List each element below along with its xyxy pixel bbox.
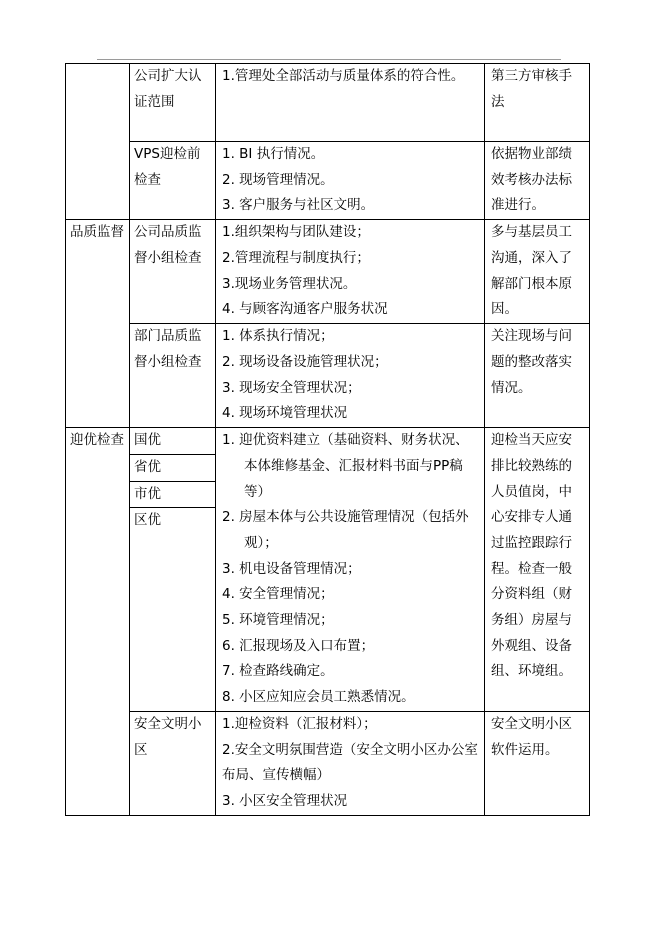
list-item: 4. 现场环境管理状况 [222,405,348,422]
items-cell [216,324,485,428]
table-row [66,324,590,428]
list-item: 8. 小区应知应会员工熟悉情况。 [222,689,415,706]
list-item: 3. 客户服务与社区文明。 [222,197,375,214]
items-cell [216,428,485,712]
list-item: 4. 安全管理情况； [222,586,334,603]
list-item: 3.现场业务管理状况。 [222,275,357,292]
table-row [66,711,590,815]
list-item: 1.组织架构与团队建设； [222,224,370,241]
list-item: 1. BI 执行情况。 [222,146,325,162]
subcategory-cell: 公司品质监督小组检查 [130,220,216,324]
table-row [66,220,590,324]
items-cell [216,64,485,142]
list-item: 5. 环境管理情况； [222,612,334,629]
table-row [66,142,590,220]
method-cell: 安全文明小区软件运用。 [485,711,590,815]
list-item: 1.迎检资料（汇报材料）； [222,715,377,732]
sub-item: 国优 [130,428,215,455]
list-item: 1.管理处全部活动与质量体系的符合性。 [222,68,465,84]
category-cell: 迎优检查 [66,428,130,816]
list-item: 1. 迎优资料建立（基础资料、财务状况、本体维修基金、汇报材料书面与PP稿等） [222,432,469,500]
list-item: 2. 现场设备设施管理状况； [222,353,388,370]
list-item: 1. 体系执行情况； [222,328,334,345]
items-cell [216,711,485,815]
list-item: 3. 现场安全管理状况； [222,379,361,396]
subcategory-cell: 部门品质监督小组检查 [130,324,216,428]
list-item: 2. 房屋本体与公共设施管理情况（包括外观）； [222,509,469,551]
method-cell: 关注现场与问题的整改落实情况。 [485,324,590,428]
list-item: 3. 小区安全管理状况 [222,792,348,809]
subcategory-cell: 公司扩大认证范围 [130,64,216,142]
sub-item: 区优 [134,512,161,529]
inspection-table [65,63,590,816]
subcategory-cell: VPS迎检前检查 [130,142,216,220]
list-item: 4. 与顾客沟通客户服务状况 [222,301,388,318]
subcategory-cell: 安全文明小区 [130,711,216,815]
list-item: 2. 现场管理情况。 [222,171,334,188]
list-item: 2.安全文明氛围营造（安全文明小区办公室布局、宣传横幅） [222,741,478,784]
method-cell: 依据物业部绩效考核办法标准进行。 [485,142,590,220]
list-item: 7. 检查路线确定。 [222,663,334,680]
list-item: 2.管理流程与制度执行； [222,249,370,266]
method-cell: 第三方审核手法 [485,64,590,142]
items-cell [216,142,485,220]
category-cell [66,64,130,220]
header-rule [97,59,561,60]
items-cell [216,220,485,324]
table-row [66,64,590,142]
list-item: 3. 机电设备管理情况； [222,560,361,577]
list-item: 6. 汇报现场及入口布置； [222,637,375,654]
table-row [66,428,590,712]
sub-item: 省优 [130,455,215,482]
subcategory-cell [130,428,216,712]
sub-item: 市优 [130,482,215,509]
category-cell: 品质监督 [66,220,130,428]
method-cell: 多与基层员工沟通，深入了解部门根本原因。 [485,220,590,324]
method-cell: 迎检当天应安排比较熟练的人员值岗，中心安排专人通过监控跟踪行程。检查一般分资料组（财务组）房屋与外观组、设备组、环境组。 [485,428,590,712]
